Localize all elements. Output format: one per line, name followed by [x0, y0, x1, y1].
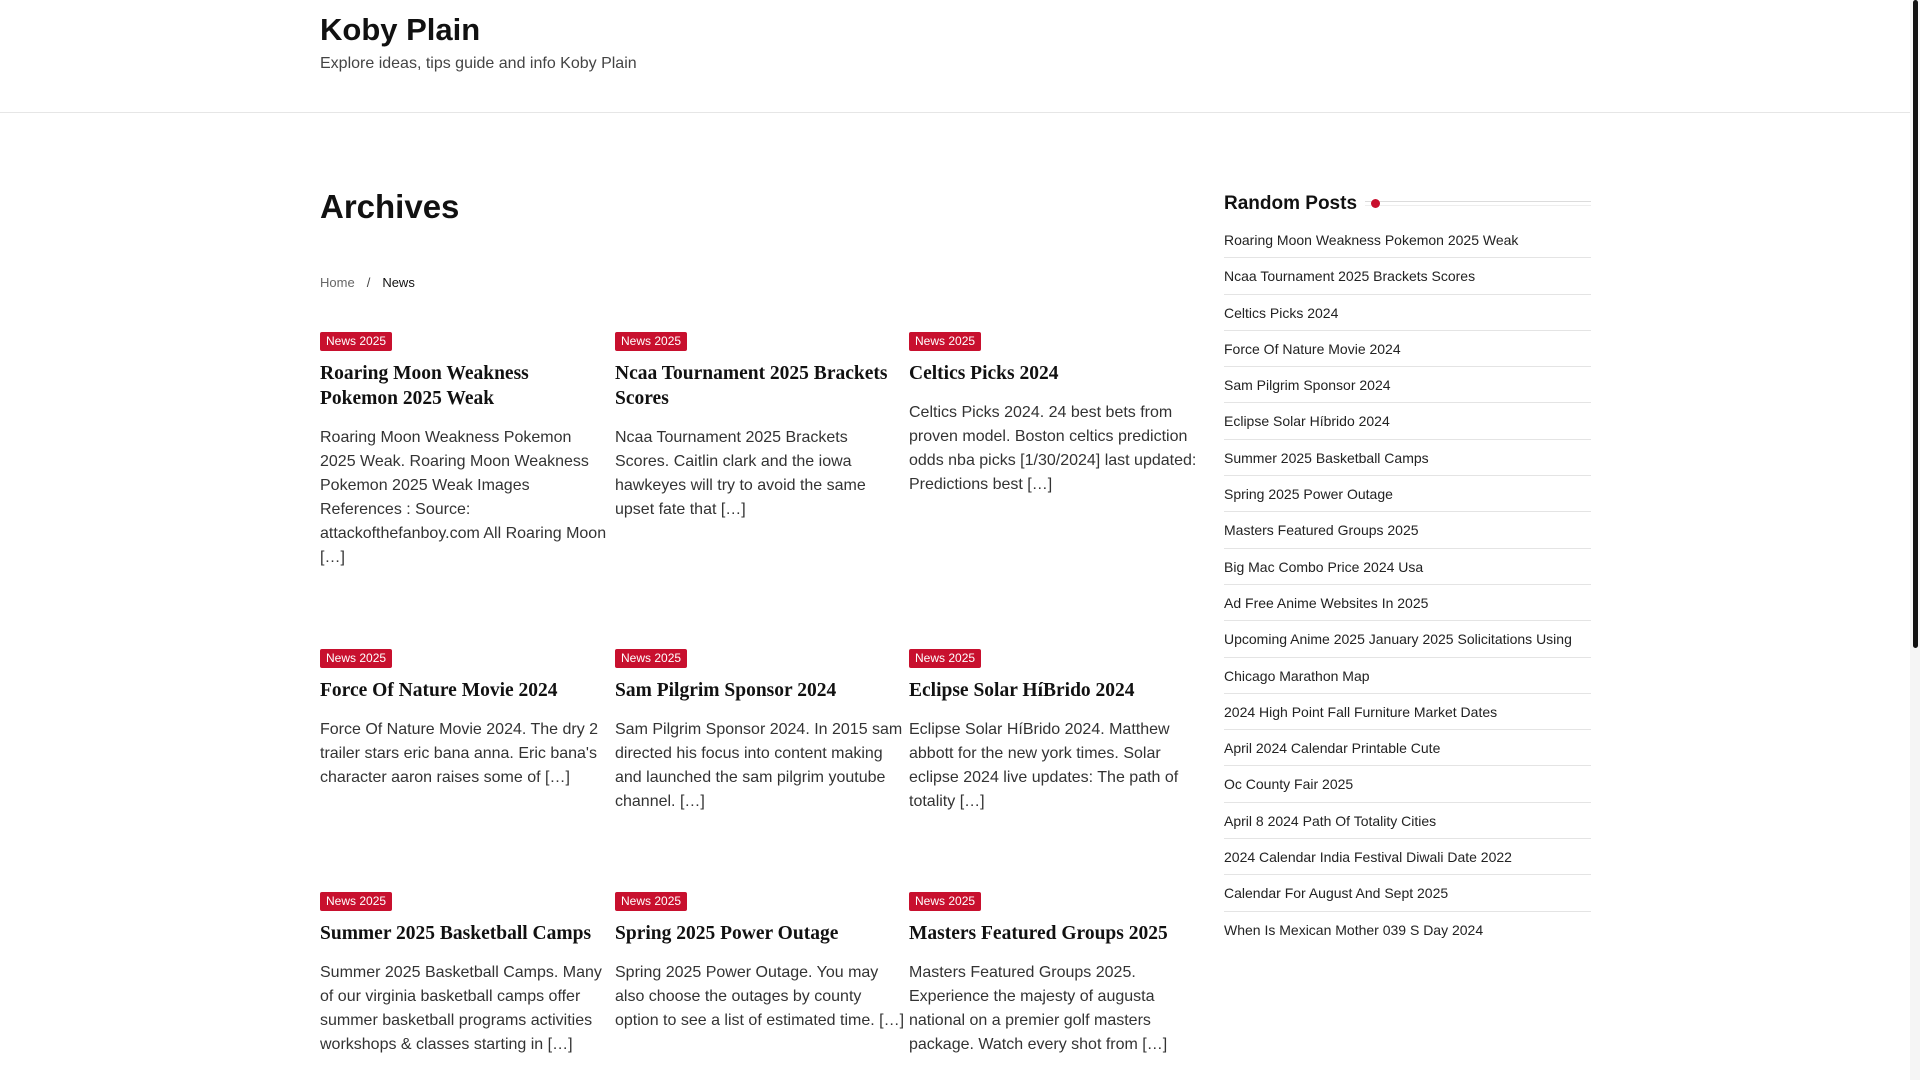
post-title[interactable]: Ncaa Tournament 2025 Brackets Scores [615, 363, 888, 409]
sidebar-post-link[interactable]: 2024 Calendar India Festival Diwali Date 2022 [1224, 839, 1591, 875]
post-card [909, 892, 1199, 1057]
sidebar-post-link[interactable]: 2024 High Point Fall Furniture Market Dates [1224, 694, 1591, 730]
post-excerpt: Spring 2025 Power Outage. You may also choose the outages by county option to see a list of estimated time. […] [615, 964, 905, 1029]
post-excerpt: Force Of Nature Movie 2024. The dry 2 trailer stars eric bana anna. Eric bana's character aaron raises some of […] [320, 721, 599, 786]
breadcrumb [320, 275, 415, 290]
sidebar-post-link[interactable]: Eclipse Solar Híbrido 2024 [1224, 403, 1591, 439]
sidebar-post-link[interactable]: When Is Mexican Mother 039 S Day 2024 [1224, 921, 1484, 938]
post-title[interactable]: Spring 2025 Power Outage [615, 923, 839, 944]
post-excerpt: Celtics Picks 2024. 24 best bets from proven model. Boston celtics prediction odds nba picks [1/30/2024] last updated: Predictions best […] [909, 404, 1197, 493]
site-title[interactable]: Koby Plain [320, 12, 481, 47]
post-title[interactable]: Summer 2025 Basketball Camps [320, 923, 592, 944]
sidebar-post-link[interactable]: Big Mac Combo Price 2024 Usa [1224, 549, 1591, 585]
post-excerpt: Summer 2025 Basketball Camps. Many of our virginia basketball camps offer summer basketball programs activities workshops & classes starting in […] [320, 964, 602, 1053]
category-badge[interactable]: News 2025 [909, 892, 981, 911]
sidebar-post-link[interactable]: Roaring Moon Weakness Pokemon 2025 Weak [1224, 222, 1591, 258]
post-card [909, 332, 1199, 497]
random-posts-list [1224, 222, 1591, 948]
post-excerpt: Roaring Moon Weakness Pokemon 2025 Weak. Roaring Moon Weakness Pokemon 2025 Weak Images References : Source: attackofthefanboy.com All Roaring Moon […] [320, 429, 607, 566]
post-excerpt: Masters Featured Groups 2025. Experience the majesty of augusta national on a premier golf masters package. Watch every shot from […] [909, 964, 1168, 1053]
category-badge[interactable]: News 2025 [320, 892, 392, 911]
category-badge[interactable]: News 2025 [615, 332, 687, 351]
post-card [909, 649, 1199, 814]
post-card [320, 892, 610, 1057]
sidebar-post-link[interactable]: Force Of Nature Movie 2024 [1224, 331, 1591, 367]
accent-dot-icon [1371, 199, 1380, 208]
breadcrumb-separator: / [366, 275, 371, 290]
category-badge[interactable]: News 2025 [320, 332, 392, 351]
sidebar-post-link[interactable]: Ad Free Anime Websites In 2025 [1224, 585, 1591, 621]
site-description: Explore ideas, tips guide and info Koby Plain [320, 55, 637, 72]
sidebar-post-link[interactable]: Chicago Marathon Map [1224, 658, 1591, 694]
sidebar-post-link[interactable]: Summer 2025 Basketball Camps [1224, 440, 1591, 476]
post-excerpt: Sam Pilgrim Sponsor 2024. In 2015 sam directed his focus into content making and launched the sam pilgrim youtube channel. […] [615, 721, 903, 810]
sidebar-post-link[interactable]: Spring 2025 Power Outage [1224, 476, 1591, 512]
widget-title: Random Posts [1224, 193, 1365, 215]
category-badge[interactable]: News 2025 [615, 892, 687, 911]
scrollbar-thumb[interactable] [1913, 0, 1918, 648]
post-card [320, 332, 610, 570]
site-header [0, 0, 1910, 113]
post-excerpt: Ncaa Tournament 2025 Brackets Scores. Caitlin clark and the iowa hawkeyes will try to avoid the same upset fate that […] [615, 429, 866, 518]
category-badge[interactable]: News 2025 [909, 649, 981, 668]
sidebar-post-link[interactable]: Ncaa Tournament 2025 Brackets Scores [1224, 258, 1591, 294]
post-title[interactable]: Masters Featured Groups 2025 [909, 923, 1168, 944]
sidebar-post-link[interactable]: April 2024 Calendar Printable Cute [1224, 730, 1591, 766]
sidebar-post-link[interactable]: Masters Featured Groups 2025 [1224, 512, 1591, 548]
page-scrollbar[interactable] [1910, 0, 1920, 1080]
breadcrumb-current: News [382, 275, 415, 290]
category-badge[interactable]: News 2025 [320, 649, 392, 668]
post-title[interactable]: Eclipse Solar HíBrido 2024 [909, 680, 1135, 701]
post-excerpt: Eclipse Solar HíBrido 2024. Matthew abbott for the new york times. Solar eclipse 2024 live updates: The path of totality […] [909, 721, 1179, 810]
post-card [615, 649, 905, 814]
post-title[interactable]: Force Of Nature Movie 2024 [320, 680, 558, 701]
sidebar-post-link[interactable]: Celtics Picks 2024 [1224, 295, 1591, 331]
post-card [615, 332, 905, 522]
sidebar [1224, 188, 1591, 948]
sidebar-post-link[interactable]: April 8 2024 Path Of Totality Cities [1224, 803, 1591, 839]
sidebar-post-link[interactable]: Sam Pilgrim Sponsor 2024 [1224, 367, 1591, 403]
sidebar-post-link[interactable]: Calendar For August And Sept 2025 [1224, 875, 1591, 911]
breadcrumb-home[interactable]: Home [320, 275, 355, 290]
sidebar-post-link[interactable]: Upcoming Anime 2025 January 2025 Solicitations Using [1224, 621, 1591, 657]
archive-title: Archives [320, 188, 460, 225]
post-title[interactable]: Celtics Picks 2024 [909, 363, 1059, 384]
post-title[interactable]: Roaring Moon Weakness Pokemon 2025 Weak [320, 363, 529, 409]
sidebar-post-link[interactable]: Oc County Fair 2025 [1224, 766, 1591, 802]
category-badge[interactable]: News 2025 [909, 332, 981, 351]
post-title[interactable]: Sam Pilgrim Sponsor 2024 [615, 680, 837, 701]
post-card [320, 649, 610, 790]
category-badge[interactable]: News 2025 [615, 649, 687, 668]
post-card [615, 892, 905, 1033]
random-posts-widget-header [1224, 188, 1591, 220]
